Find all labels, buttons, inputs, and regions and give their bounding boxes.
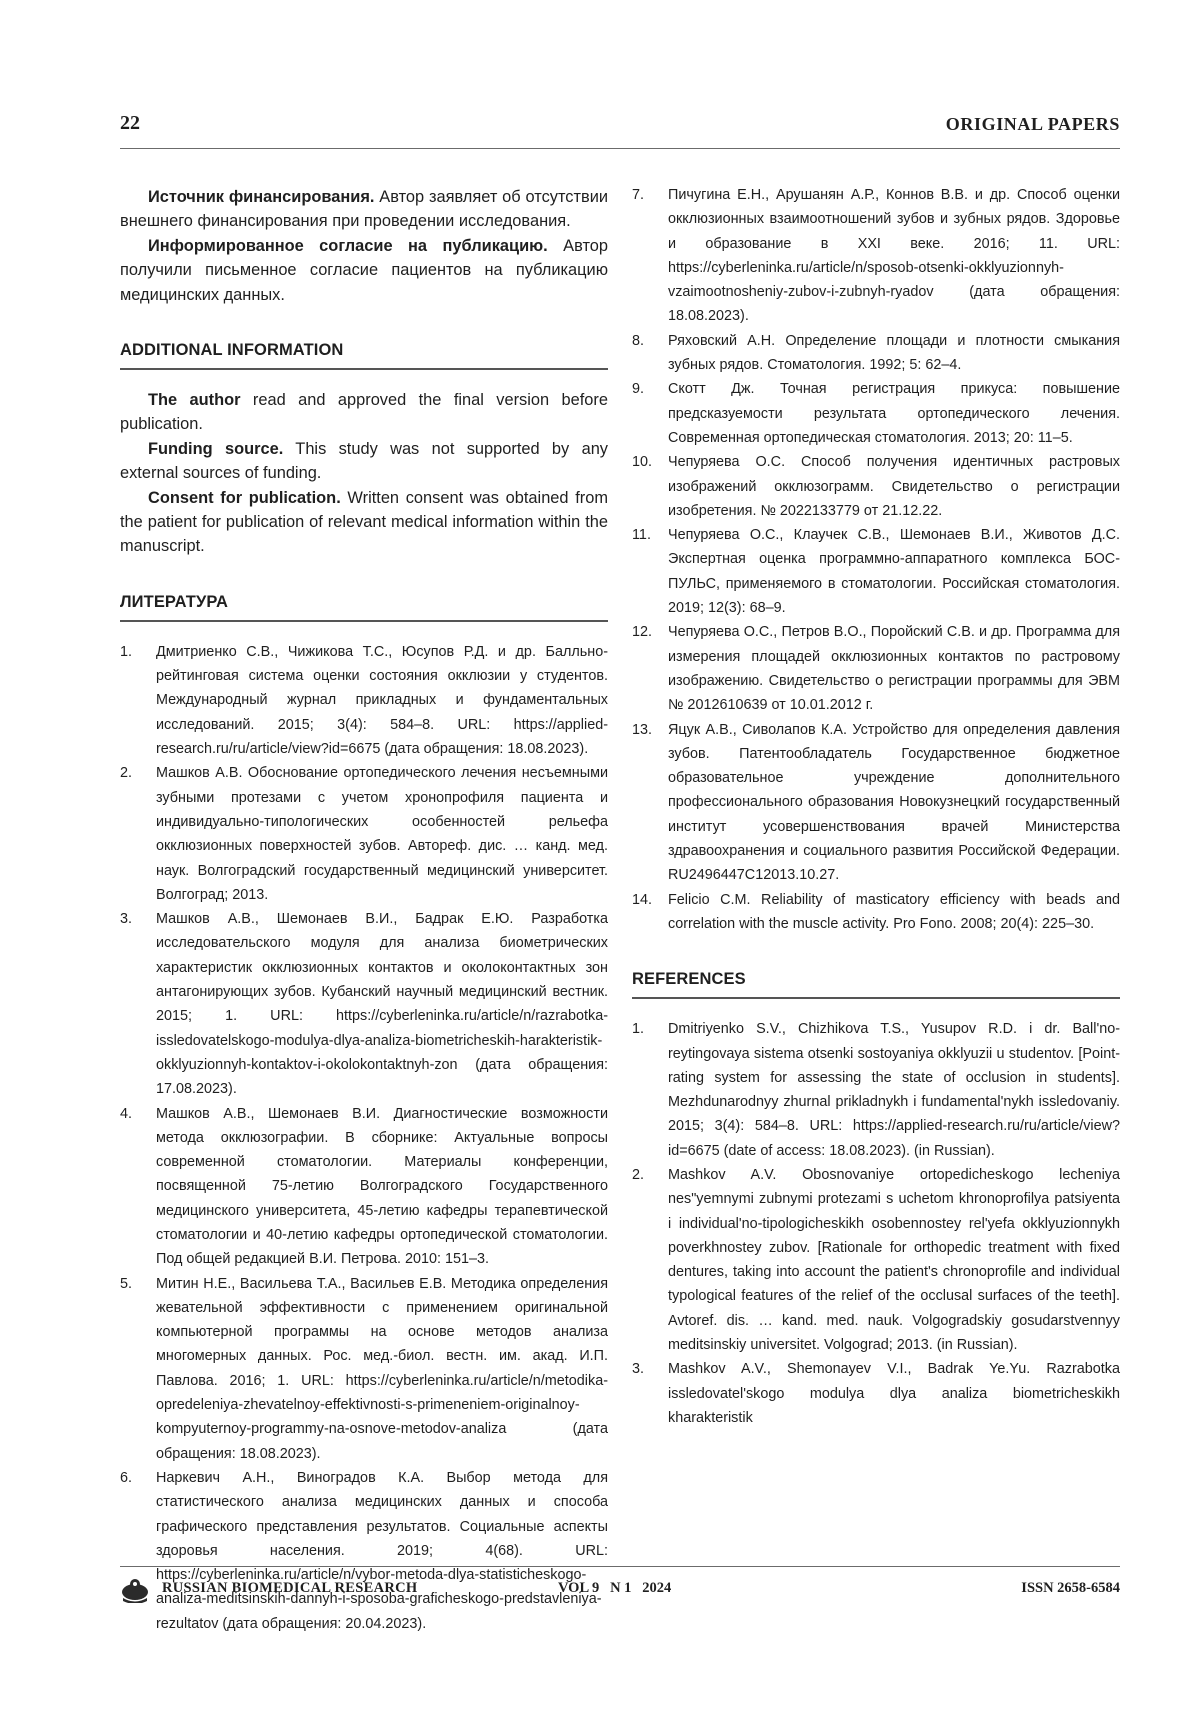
item-number: 11.	[632, 527, 651, 544]
item-number: 1.	[632, 1021, 645, 1038]
list-item	[120, 761, 608, 907]
author-paragraph	[120, 388, 608, 437]
literature-heading: ЛИТЕРАТУРА	[120, 593, 608, 622]
item-number: 2.	[120, 765, 133, 782]
item-number: 2.	[632, 1166, 645, 1183]
volume-info: VOL 9 N 1 2024	[558, 1580, 672, 1596]
funding-label: Источник финансирования.	[148, 188, 375, 206]
list-item	[632, 450, 1120, 523]
item-text: Mashkov A.V., Shemonayev V.I., Badrak Ye.Yu. Razrabotka issledovatel'skogo modulya dlya analiza biometricheskikh kharakteristik	[668, 1361, 1120, 1426]
funding-paragraph	[120, 185, 608, 234]
item-number: 3.	[120, 911, 133, 928]
journal-name: RUSSIAN BIOMEDICAL RESEARCH	[162, 1580, 418, 1596]
list-item	[120, 640, 608, 761]
item-text: Чепуряева О.С., Клаучек С.В., Шемонаев В.И., Животов Д.С. Экспертная оценка программно-аппаратного комплекса БОС-ПУЛЬС, применяемого в стоматологии. Российская стоматология. 2019; 12(3): 68–9.	[668, 527, 1120, 617]
item-text: Дмитриенко С.В., Чижикова Т.С., Юсупов Р.Д. и др. Балльно-рейтинговая система оценки состояния окклюзии у студентов. Международный журнал прикладных и фундаментальных исследований. 2015; 3(4): 584–8. URL: https://applied-research.ru/ru/article/view?id=6675 (дата обращения: 18.08.2023).	[156, 643, 608, 758]
item-text: Чепуряева О.С., Петров В.О., Поройский С.В. и др. Программа для измерения площадей окклюзионных контактов по растровому изображению. Свидетельство о регистрации программы для ЭВМ № 2012610639 от 10.01.2012 г.	[668, 624, 1120, 714]
list-item	[120, 907, 608, 1101]
item-text: Скотт Дж. Точная регистрация прикуса: повышение предсказуемости результата ортопедического лечения. Современная ортопедическая стоматология. 2013; 20: 11–5.	[668, 381, 1120, 446]
references-heading: REFERENCES	[632, 970, 1120, 999]
author-text: read and approved the final version before publication.	[120, 391, 608, 434]
item-text: Ряховский А.Н. Определение площади и плотности смыкания зубных рядов. Стоматология. 1992; 5: 62–4.	[668, 332, 1120, 374]
literature-list	[120, 640, 608, 1636]
consent-publication-label: Consent for publication.	[148, 488, 341, 507]
item-text: Dmitriyenko S.V., Chizhikova T.S., Yusupov R.D. i dr. Ball'no-reytingovaya sistema otsenki sostoyaniya okklyuzii u studentov. [Point-rating system for assessing the state of occlusion in students]. Mezhdunarodnyy zhurnal prikladnykh i fundamental'nykh issledovaniy. 2015; 3(4): 584–8. URL: https://applied-research.ru/ru/article/view?id=6675 (date of access: 18.08.2023). (in Russian).	[668, 1021, 1120, 1159]
list-item	[632, 377, 1120, 450]
right-column	[632, 185, 1120, 1430]
item-number: 1.	[120, 643, 133, 660]
list-item	[632, 718, 1120, 888]
list-item	[120, 1272, 608, 1466]
list-item	[632, 183, 1120, 329]
section-title: ORIGINAL PAPERS	[945, 114, 1120, 134]
item-number: 9.	[632, 381, 645, 398]
consent-label: Информированное согласие на публикацию.	[148, 236, 548, 255]
item-text: Машков А.В., Шемонаев В.И., Бадрак Е.Ю. Разработка исследовательского модуля для анализа биометрических характеристик окклюзионных контактов и околоконтактных зон антагонирующих зубов. Кубанский научный медицинский вестник. 2015; 1. URL: https://cyberleninka.ru/article/n/razrabotka-issledovatelskogo-modulya-dlya-analiza-biometricheskih-harakteristik-okklyuzionnyh-kontaktov-i-okolokontaktnyh-zon (дата обращения: 17.08.2023).	[156, 911, 608, 1098]
item-number: 14.	[632, 891, 653, 908]
page-header	[120, 108, 1120, 149]
list-item	[632, 620, 1120, 717]
funding-source-label: Funding source.	[148, 439, 284, 458]
item-text: Машков А.В., Шемонаев В.И. Диагностические возможности метода окклюзографии. В сборнике: Актуальные вопросы современной стоматологии. Материалы конференции, посвященной 75-летию Волгоградского Государственного медицинского университета, 45-летию кафедры терапевтической стоматологии и 40-летию кафедры ортопедической стоматологии. Под общей редакцией В.И. Петрова. 2010: 151–3.	[156, 1105, 608, 1268]
item-number: 12.	[632, 624, 653, 641]
item-text: Яцук А.В., Сиволапов К.А. Устройство для определения давления зубов. Патентообладатель Государственное бюджетное образовательное учреждение дополнительного профессионального образования Новокузнецкий государственный институт усовершенствования врачей Министерства здравоохранения и социального развития Российской Федерации. RU2496447C12013.10.27.	[668, 721, 1120, 884]
item-text: Наркевич А.Н., Виноградов К.А. Выбор метода для статистического анализа медицинских данных и способа графического представления результатов. Социальные аспекты здоровья населения. 2019; 4(68). URL: https://cyberleninka.ru/article/n/vybor-metoda-dlya-statisticheskogo-analiza-meditsinskih-dannyh-i-sposoba-graficheskogo-predstavleniya-rezultatov (дата обращения: 20.04.2023).	[156, 1469, 608, 1632]
list-item	[120, 1102, 608, 1272]
page-footer	[120, 1566, 1120, 1607]
references-list	[632, 1017, 1120, 1430]
item-text: Mashkov A.V. Obosnovaniye ortopedicheskogo lecheniya nes"yemnymi zubnymi protezami s uchetom khronoprofilya patsiyenta i individual'no-tipologicheskikh osobennostey rel'yefa okklyuzionnykh poverkhnostey zubov. [Rationale for orthopedic treatment with fixed dentures, taking into account the patient's chronoprofile and individual typological features of the relief of the occlusal surfaces of the teeth]. Avtoref. dis. … kand. med. nauk. Volgogradskiy gosudarstvennyy meditsinskiy universitet. Volgograd; 2013. (in Russian).	[668, 1166, 1120, 1354]
list-item	[632, 1017, 1120, 1163]
consent-publication-paragraph	[120, 486, 608, 559]
item-text: Чепуряева О.С. Способ получения идентичных растровых изображений окклюзограмм. Свидетельство о регистрации изобретения. № 2022133779 от 21.12.22.	[668, 454, 1120, 519]
item-number: 13.	[632, 721, 653, 738]
funding-text: Автор заявляет об отсутствии внешнего финансирования при проведении исследования.	[120, 188, 609, 231]
consent-publication-text: Written consent was obtained from the patient for publication of relevant medical information within the manuscript.	[120, 488, 609, 556]
issn: ISSN 2658-6584	[1021, 1580, 1120, 1596]
list-item	[632, 1163, 1120, 1357]
item-text: Пичугина Е.Н., Арушанян А.Р., Коннов В.В. и др. Способ оценки окклюзионных взаимоотношений зубов и зубных рядов. Здоровье и образование в XXI веке. 2016; 11. URL: https://cyberleninka.ru/article/n/sposob-otsenki-okklyuzionnyh-vzaimootnosheniy-zubov-i-zubnyh-ryadov (дата обращения: 18.08.2023).	[668, 187, 1120, 325]
item-text: Машков А.В. Обоснование ортопедического лечения несъемными зубными протезами с учетом хронопрофиля пациента и индивидуально-типологических особенностей рельефа окклюзионных поверхностей зубов. Автореф. дис. … канд. мед. наук. Волгоградский государственный медицинский университет. Волгоград; 2013.	[156, 765, 608, 903]
author-label: The author	[148, 391, 241, 410]
list-item	[632, 1357, 1120, 1430]
item-number: 10.	[632, 454, 653, 471]
literature-list-continued	[632, 183, 1120, 936]
list-item	[632, 888, 1120, 937]
item-number: 4.	[120, 1105, 133, 1122]
item-number: 8.	[632, 332, 645, 349]
item-number: 3.	[632, 1361, 645, 1378]
funding-source-paragraph	[120, 437, 608, 486]
item-number: 5.	[120, 1275, 133, 1292]
journal-emblem-icon	[120, 1577, 150, 1603]
item-text: Митин Н.Е., Васильева Т.А., Васильев Е.В. Методика определения жевательной эффективности с применением оригинальной компьютерной программы на основе методов анализа многомерных данных. Рос. мед.-биол. вестн. им. акад. И.П. Павлова. 2016; 1. URL: https://cyberleninka.ru/article/n/metodika-opredeleniya-zhevatelnoy-effektivnosti-s-primeneniem-originalnoy-kompyuternoy-programmy-na-osnove-metodov-analiza (дата обращения: 18.08.2023).	[156, 1275, 608, 1462]
additional-information-heading: ADDITIONAL INFORMATION	[120, 341, 608, 370]
list-item	[632, 523, 1120, 620]
item-text: Felicio C.M. Reliability of masticatory efficiency with beads and correlation with the muscle activity. Pro Fono. 2008; 20(4): 225–30.	[668, 891, 1120, 932]
left-column	[120, 185, 608, 1636]
consent-text: Автор получили письменное согласие пациентов на публикацию медицинских данных.	[120, 236, 608, 304]
funding-source-text: This study was not supported by any external sources of funding.	[120, 439, 609, 483]
item-number: 6.	[120, 1469, 133, 1486]
page-number: 22	[120, 112, 140, 134]
item-number: 7.	[632, 187, 645, 203]
list-item	[632, 329, 1120, 378]
consent-paragraph	[120, 234, 608, 307]
list-item	[120, 1466, 608, 1636]
